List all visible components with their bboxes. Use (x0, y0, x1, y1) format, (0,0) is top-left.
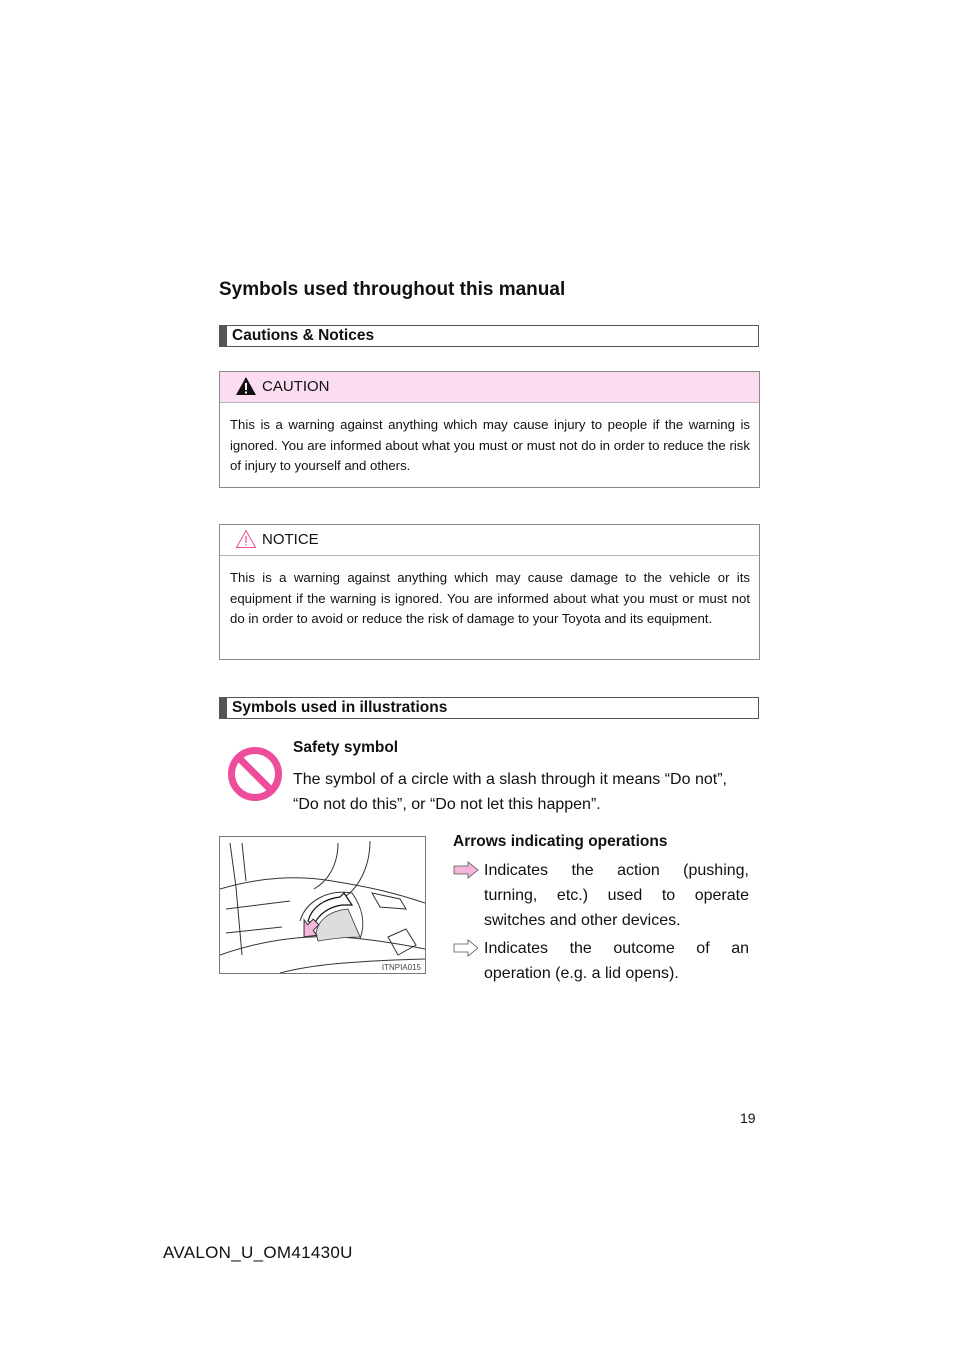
prohibition-icon (227, 746, 283, 802)
arrows-title: Arrows indicating operations (453, 833, 668, 850)
operation-illustration (219, 836, 426, 974)
safety-symbol-title: Safety symbol (293, 739, 399, 756)
section-header-illustrations: Symbols used in illustrations (219, 697, 759, 719)
action-arrow-description: Indicates the action (pushing, turning, etc.) used to operate switches and other devices. (484, 862, 749, 929)
caution-header (220, 372, 759, 403)
caution-text: This is a warning against anything which may cause injury to people if the warning is ignored. You are informed about what you must or must not do in order to reduce the risk of injury to yourself and others. (230, 417, 750, 473)
page-number: 19 (740, 1110, 756, 1126)
warning-triangle-icon (235, 376, 257, 396)
document-code: AVALON_U_OM41430U (163, 1243, 353, 1262)
notice-header (220, 525, 759, 556)
notice-box (219, 524, 760, 660)
console-lid-drawing (220, 837, 425, 973)
illustration-code: ITNPIA015 (381, 963, 421, 972)
caution-label: CAUTION (262, 378, 330, 395)
action-arrow-icon (453, 861, 479, 879)
notice-text: This is a warning against anything which may cause damage to the vehicle or its equipment if the warning is ignored. You are informed about what you must or must not do in order to avoid or reduce the risk of damage to your Toyota and its equipment. (230, 570, 750, 626)
notice-label: NOTICE (262, 531, 319, 548)
safety-symbol-description (293, 767, 763, 817)
safety-desc-line-1: The symbol of a circle with a slash through it means “Do not”, (293, 771, 727, 788)
outcome-arrow-description: Indicates the outcome of an operation (e.g. a lid opens). (484, 940, 749, 982)
caution-box (219, 371, 760, 488)
warning-triangle-outline-icon (235, 529, 257, 549)
outcome-arrow-icon (453, 939, 479, 957)
page-title: Symbols used throughout this manual (219, 279, 566, 300)
section-header-cautions: Cautions & Notices (219, 325, 759, 347)
safety-desc-line-2: “Do not do this”, or “Do not let this happen”. (293, 796, 601, 813)
